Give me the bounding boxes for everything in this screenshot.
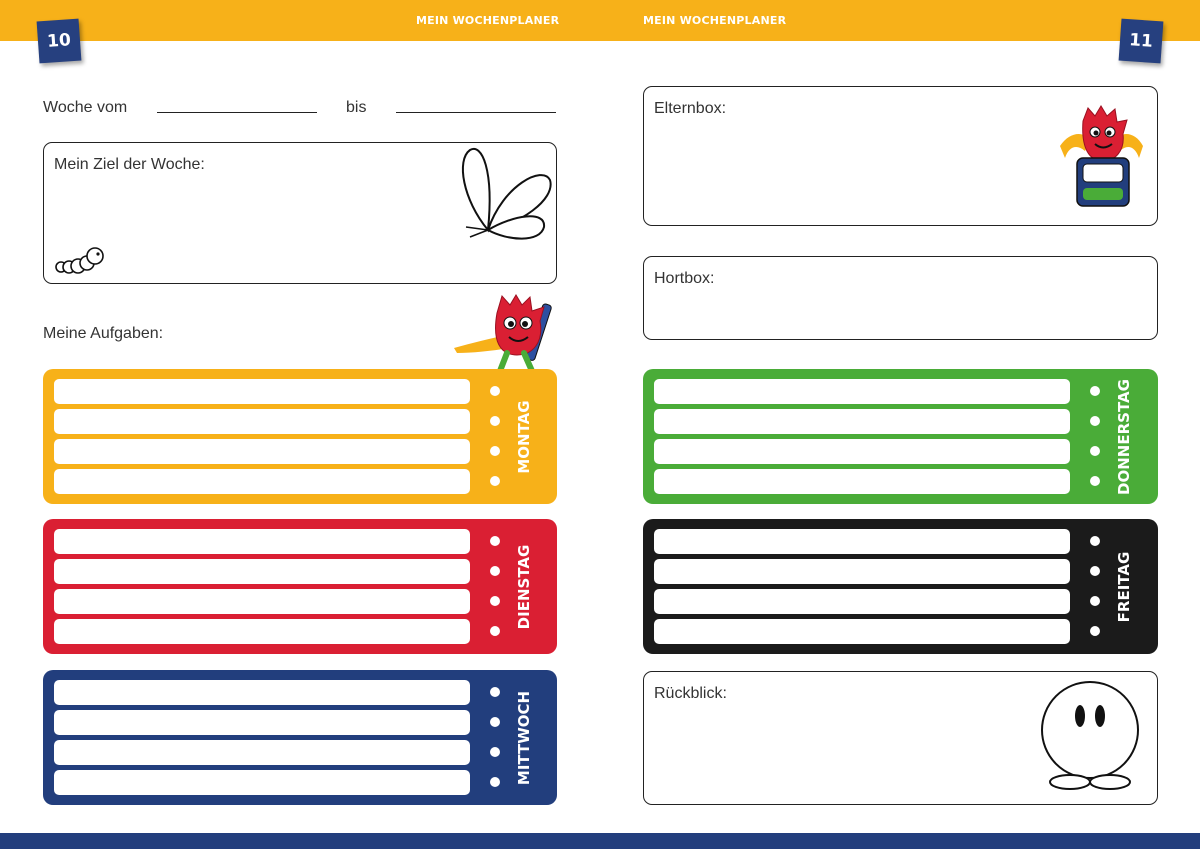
round-face-icon [1040, 680, 1140, 795]
week-to-field[interactable] [396, 112, 556, 113]
task-line[interactable] [54, 409, 470, 434]
bullet-dot [490, 536, 500, 546]
day-block-montag [43, 369, 557, 504]
bullet-dot [490, 476, 500, 486]
bullet-dot [490, 446, 500, 456]
task-line[interactable] [54, 529, 470, 554]
task-line[interactable] [54, 559, 470, 584]
tasks-label: Meine Aufgaben: [43, 325, 164, 342]
bullet-dot [1090, 386, 1100, 396]
week-to-label: bis [346, 99, 367, 116]
day-block-donnerstag [643, 369, 1158, 504]
bullet-dot [1090, 626, 1100, 636]
day-label-donnerstag: DONNERSTAG [1115, 379, 1133, 495]
goal-label: Mein Ziel der Woche: [54, 156, 205, 173]
task-line[interactable] [654, 379, 1070, 404]
task-line[interactable] [54, 770, 470, 795]
butterfly-icon [458, 145, 558, 250]
bullet-dot [490, 416, 500, 426]
bullet-dot [490, 386, 500, 396]
day-label-dienstag: DIENSTAG [515, 544, 533, 630]
day-label-freitag: FREITAG [1115, 551, 1133, 623]
caterpillar-icon [55, 245, 107, 277]
task-line[interactable] [54, 680, 470, 705]
day-block-mittwoch [43, 670, 557, 805]
task-line[interactable] [654, 559, 1070, 584]
bullet-dot [1090, 566, 1100, 576]
task-line[interactable] [654, 529, 1070, 554]
bullet-dot [1090, 446, 1100, 456]
bottom-banner [0, 833, 1200, 849]
task-line[interactable] [54, 379, 470, 404]
header-title-left: MEIN WOCHENPLANER [416, 14, 560, 27]
day-block-dienstag [43, 519, 557, 654]
page-number-left: 10 [37, 19, 82, 64]
week-from-field[interactable] [157, 112, 317, 113]
header-title-right: MEIN WOCHENPLANER [643, 14, 787, 27]
bullet-dot [490, 717, 500, 727]
day-label-montag: MONTAG [515, 400, 533, 474]
task-line[interactable] [654, 409, 1070, 434]
mascot-pencil-icon [452, 293, 562, 378]
bullet-dot [490, 687, 500, 697]
rueckblick-box-label: Rückblick: [654, 685, 727, 702]
bullet-dot [1090, 596, 1100, 606]
bullet-dot [1090, 416, 1100, 426]
task-line[interactable] [54, 589, 470, 614]
task-line[interactable] [654, 439, 1070, 464]
day-block-freitag [643, 519, 1158, 654]
task-line[interactable] [54, 439, 470, 464]
task-line[interactable] [654, 589, 1070, 614]
top-banner [0, 0, 1200, 41]
hort-box[interactable] [643, 256, 1158, 340]
bullet-dot [1090, 536, 1100, 546]
bullet-dot [490, 596, 500, 606]
day-label-mittwoch: MITTWOCH [515, 690, 533, 786]
task-line[interactable] [54, 710, 470, 735]
bullet-dot [490, 747, 500, 757]
task-line[interactable] [654, 619, 1070, 644]
bullet-dot [1090, 476, 1100, 486]
week-from-label: Woche vom [43, 99, 128, 116]
mascot-backpack-icon [1055, 106, 1150, 211]
task-line[interactable] [54, 740, 470, 765]
eltern-box-label: Elternbox: [654, 100, 727, 117]
task-line[interactable] [54, 619, 470, 644]
hort-box-label: Hortbox: [654, 270, 715, 287]
task-line[interactable] [54, 469, 470, 494]
bullet-dot [490, 566, 500, 576]
bullet-dot [490, 626, 500, 636]
page-number-right: 11 [1119, 19, 1164, 64]
task-line[interactable] [654, 469, 1070, 494]
bullet-dot [490, 777, 500, 787]
